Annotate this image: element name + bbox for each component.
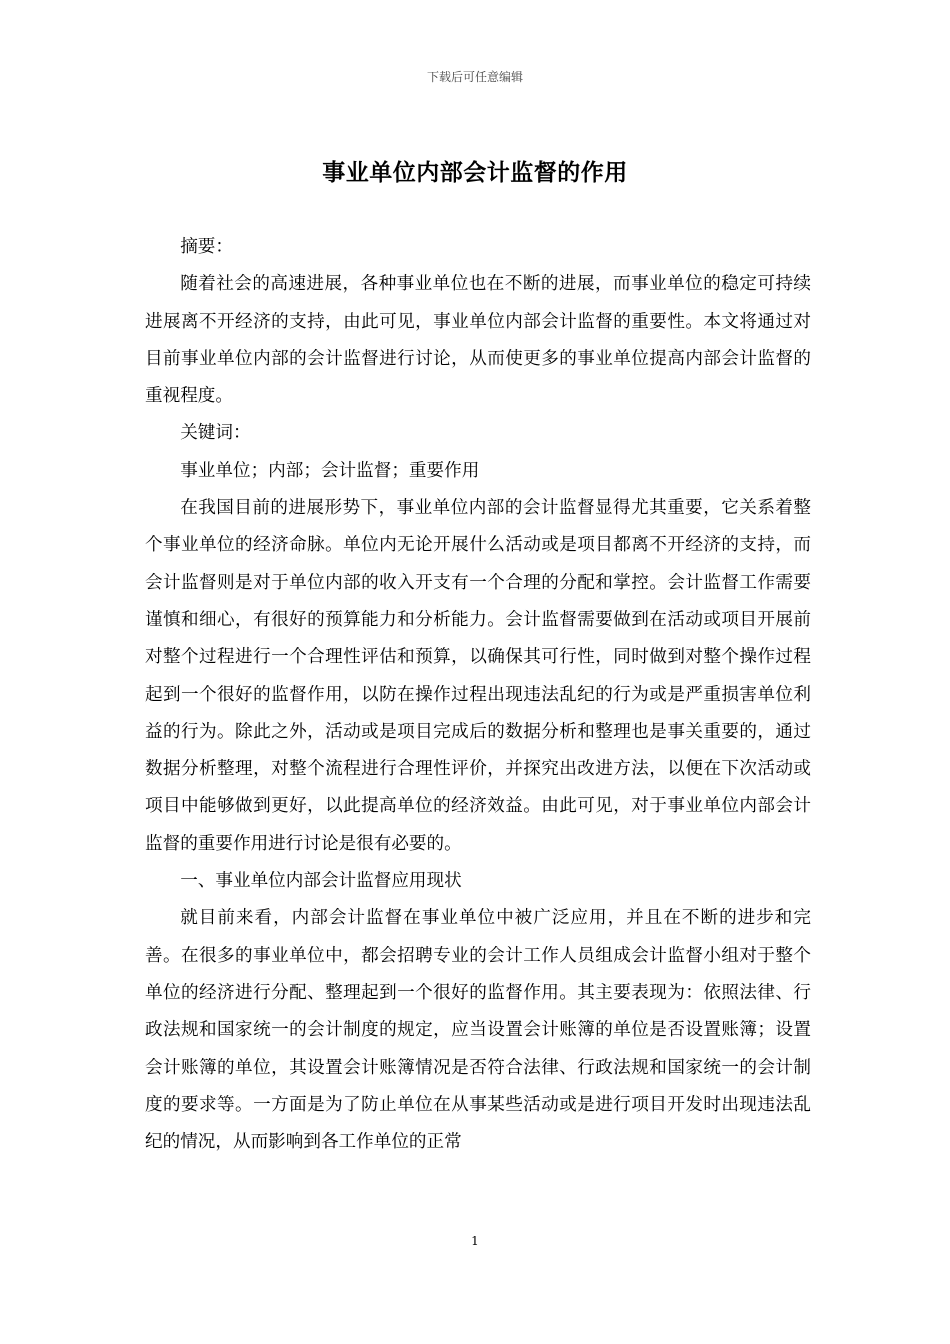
document-body	[145, 229, 811, 1161]
abstract-label: 摘要：	[180, 237, 233, 257]
keywords-paragraph: 事业单位；内部；会计监督；重要作用	[180, 460, 480, 481]
document-title: 事业单位内部会计监督的作用	[322, 159, 628, 186]
intro-paragraph: 在我国目前的进展形势下，事业单位内部的会计监督显得尤其重要，它关系着整个事业单位的经济命脉。单位内无论开展什么活动或是项目都离不开经济的支持，而会计监督则是对于单位内部的收入开支有一个合理的分配和掌控。会计监督工作需要谨慎和细心，有很好的预算能力和分析能力。会计监督需要做到在活动或项目开展前对整个过程进行一个合理性评估和预算，以确保其可行性，同时做到对整个操作过程起到一个很好的监督作用，以防在操作过程出现违法乱纪的行为或是严重损害单位利益的行为。除此之外，活动或是项目完成后的数据分析和整理也是事关重要的，通过数据分析整理，对整个流程进行合理性评价，并探究出改进方法，以便在下次活动或项目中能够做到更好，以此提高单位的经济效益。由此可见，对于事业单位内部会计监督的重要作用进行讨论是很有必要的。	[145, 498, 811, 854]
page-number: 1	[471, 1234, 479, 1248]
abstract-paragraph: 随着社会的高速进展，各种事业单位也在不断的进展，而事业单位的稳定可持续进展离不开经济的支持，由此可见，事业单位内部会计监督的重要性。本文将通过对目前事业单位内部的会计监督进行讨论，从而使更多的事业单位提高内部会计监督的重视程度。	[145, 274, 811, 407]
section-paragraph: 就目前来看，内部会计监督在事业单位中被广泛应用，并且在不断的进步和完善。在很多的事业单位中，都会招聘专业的会计工作人员组成会计监督小组对于整个单位的经济进行分配、整理起到一个很好的监督作用。其主要表现为：依照法律、行政法规和国家统一的会计制度的规定，应当设置会计账簿的单位是否设置账簿；设置会计账簿的单位，其设置会计账簿情况是否符合法律、行政法规和国家统一的会计制度的要求等。一方面是为了防止单位在从事某些活动或是进行项目开发时出现违法乱纪的情况，从而影响到各工作单位的正常	[145, 908, 811, 1153]
section-heading: 一、事业单位内部会计监督应用现状	[180, 871, 462, 892]
header-note: 下载后可任意编辑	[426, 70, 523, 84]
keywords-label: 关键词：	[180, 423, 251, 444]
